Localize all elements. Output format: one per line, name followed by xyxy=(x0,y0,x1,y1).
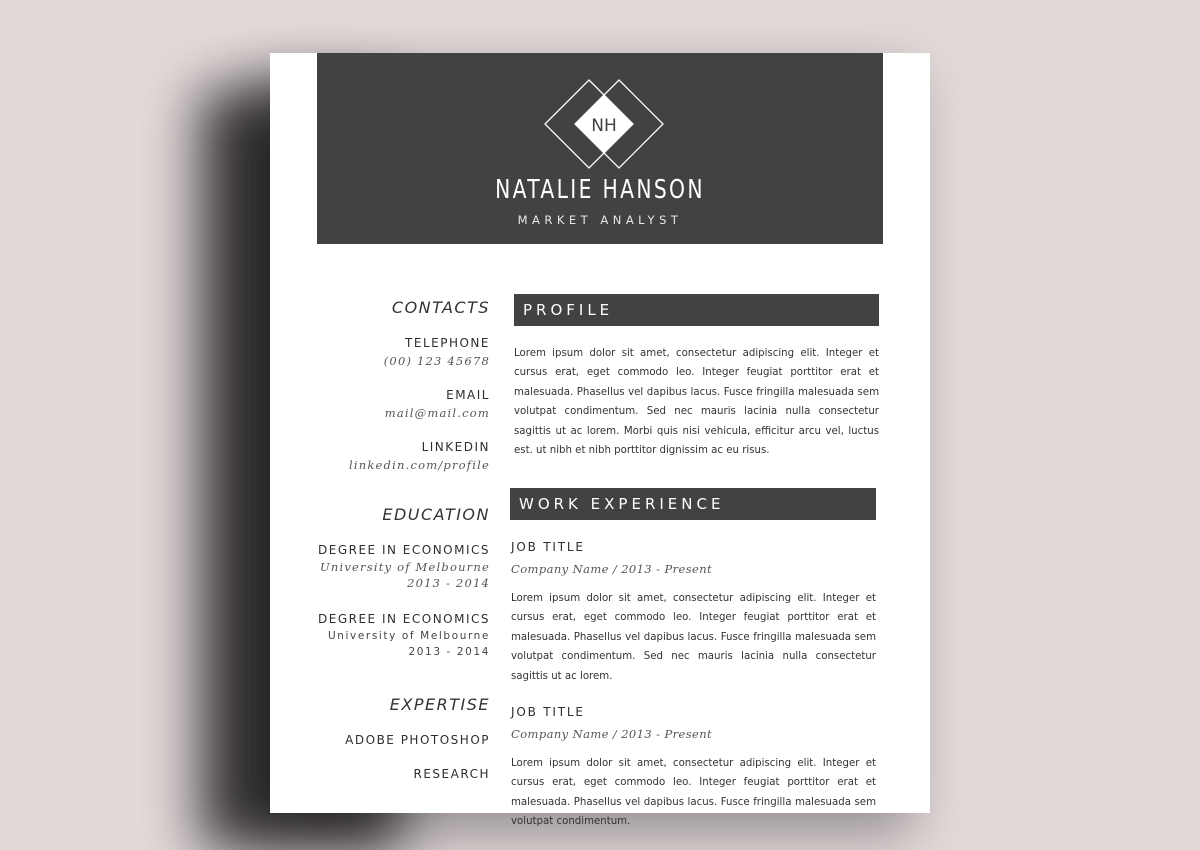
profile-text: Lorem ipsum dolor sit amet, consectetur adipiscing elit. Integer et cursus erat, eget commodo leo. Integer feugiat porttitor erat et malesuada. Phasellus vel dapibus lacus. Fusce fringilla malesuada sem volutpat condimentum. Sed nec mauris lacinia nulla consectetur sagittis ut ac lorem. Morbi quis nisi vehicula, efficitur arcu vel, luctus est. ut nibh et nibh porttitor dignissim ac eu risus. xyxy=(514,348,879,457)
expertise-label: RESEARCH xyxy=(413,767,490,781)
resume-name: NATALIE HANSON xyxy=(495,175,705,205)
telephone-block xyxy=(300,336,490,368)
linkedin-block xyxy=(300,440,490,472)
monogram-logo xyxy=(544,79,664,169)
monogram-text: NH xyxy=(591,116,617,136)
expertise-section xyxy=(300,695,490,714)
education-years: 2013 - 2014 xyxy=(407,576,490,590)
resume-role: MARKET ANALYST xyxy=(517,213,683,227)
contacts-title: CONTACTS xyxy=(391,298,490,317)
job-title: JOB TITLE xyxy=(511,705,585,719)
expertise-item xyxy=(300,767,490,781)
expertise-title: EXPERTISE xyxy=(389,695,490,714)
job-title: JOB TITLE xyxy=(511,540,585,554)
school-name: University of Melbourne xyxy=(319,560,490,574)
school-name: University of Melbourne xyxy=(328,630,490,642)
email-block xyxy=(300,388,490,420)
education-section xyxy=(300,505,490,524)
telephone-value: (00) 123 45678 xyxy=(383,354,490,368)
telephone-label: TELEPHONE xyxy=(405,336,490,350)
linkedin-value: linkedin.com/profile xyxy=(349,458,490,472)
expertise-item xyxy=(300,733,490,747)
work-heading-bar xyxy=(510,488,876,520)
work-title: WORK EXPERIENCE xyxy=(519,495,725,513)
job-description: Lorem ipsum dolor sit amet, consectetur adipiscing elit. Integer et cursus erat, eget commodo leo. Integer feugiat porttitor erat et malesuada. Phasellus vel dapibus lacus. Fusce fringilla malesuada sem volutpat condimentum. xyxy=(511,758,876,828)
job-company: Company Name / 2013 - Present xyxy=(511,727,713,741)
degree-label: DEGREE IN ECONOMICS xyxy=(318,612,490,626)
resume-header xyxy=(317,53,883,244)
email-label: EMAIL xyxy=(446,388,490,402)
profile-heading-bar xyxy=(514,294,879,326)
education-years: 2013 - 2014 xyxy=(408,646,490,658)
job-description: Lorem ipsum dolor sit amet, consectetur adipiscing elit. Integer et cursus erat, eget commodo leo. Integer feugiat porttitor erat et malesuada. Phasellus vel dapibus lacus. Fusce fringilla malesuada sem volutpat condimentum. Sed nec mauris lacinia nulla consectetur sagittis ut ac lorem. xyxy=(511,593,876,682)
education-title: EDUCATION xyxy=(382,505,490,524)
email-value: mail@mail.com xyxy=(384,406,490,420)
linkedin-label: LINKEDIN xyxy=(421,440,490,454)
contacts-section xyxy=(300,298,490,317)
education-item xyxy=(300,612,490,658)
job-company: Company Name / 2013 - Present xyxy=(511,562,713,576)
profile-title: PROFILE xyxy=(523,301,614,319)
resume-page xyxy=(270,53,930,828)
education-item xyxy=(300,543,490,590)
degree-label: DEGREE IN ECONOMICS xyxy=(318,543,490,557)
expertise-label: ADOBE PHOTOSHOP xyxy=(345,733,490,747)
